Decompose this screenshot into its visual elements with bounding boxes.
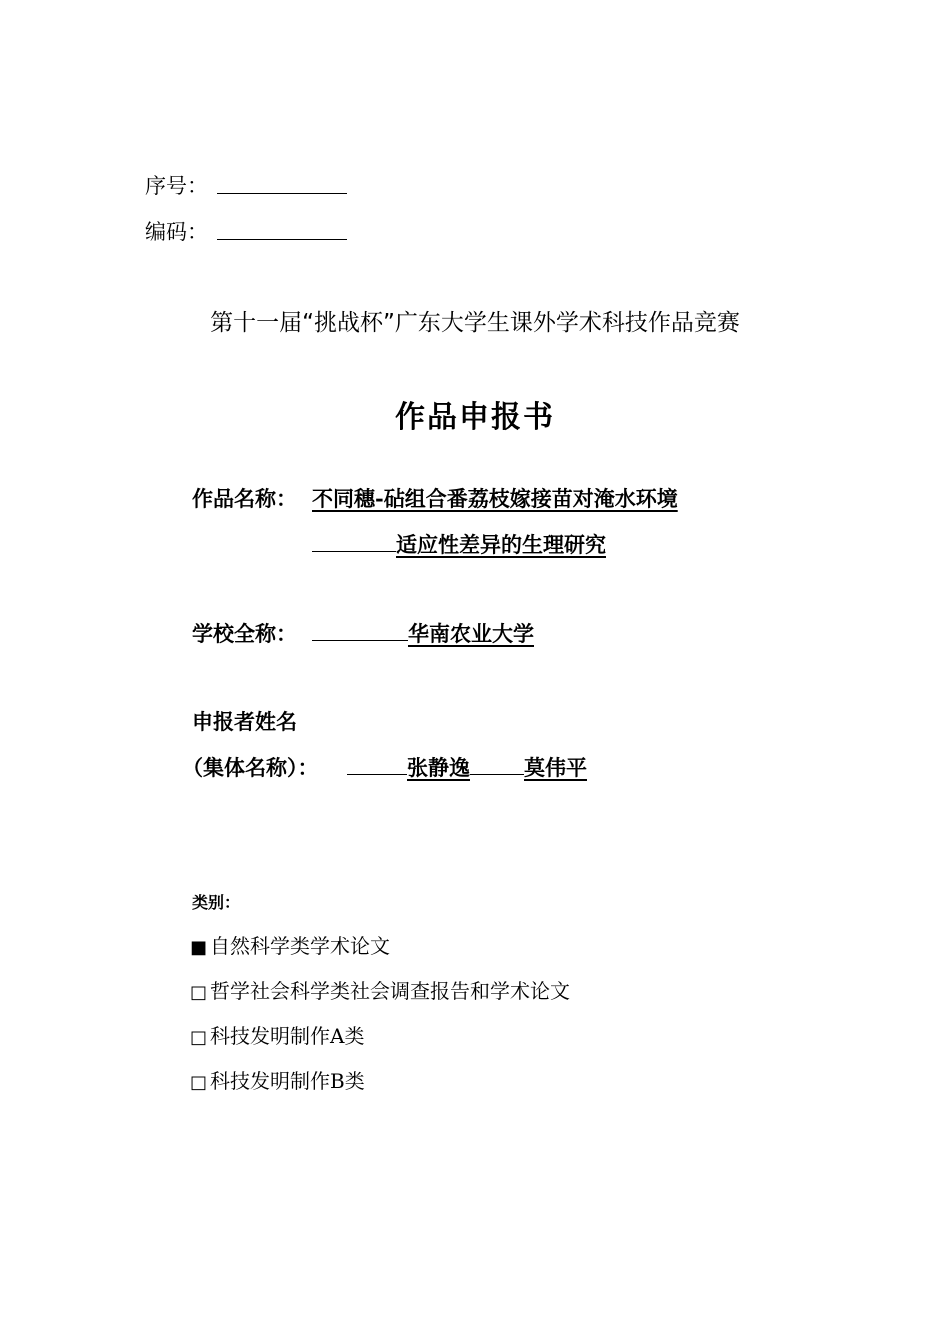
underline-padding (347, 753, 407, 775)
category-option-label: 科技发明制作B类 (210, 1069, 365, 1093)
work-name-line1: 不同穗-砧组合番荔枝嫁接苗对淹水环境 (312, 486, 678, 511)
underline-padding (312, 530, 396, 552)
serial-blank-line (217, 193, 347, 194)
unchecked-box-icon: □ (190, 1027, 208, 1048)
underline-padding (470, 753, 524, 775)
applicant-name-2: 莫伟平 (524, 755, 587, 780)
document-title: 作品申报书 (395, 400, 555, 435)
category-option-invention-a[interactable] (190, 1020, 364, 1049)
work-name-line2-row (312, 529, 606, 559)
code-label: 编码： (145, 220, 208, 244)
category-option-invention-b[interactable] (190, 1065, 365, 1094)
school-value-row (312, 618, 534, 648)
applicant-name-1: 张静逸 (407, 755, 470, 780)
contest-title: 第十一届“挑战杯”广东大学生课外学术科技作品竞赛 (210, 310, 740, 336)
unchecked-box-icon: □ (190, 1072, 208, 1093)
category-option-label: 自然科学类学术论文 (210, 934, 390, 958)
category-option-label: 哲学社会科学类社会调查报告和学术论文 (210, 979, 570, 1003)
category-option-label: 科技发明制作A类 (210, 1024, 365, 1048)
category-heading: 类别： (192, 893, 241, 912)
school-value: 华南农业大学 (408, 621, 534, 646)
category-option-social-science[interactable] (190, 975, 570, 1004)
work-name-label: 作品名称： (192, 486, 297, 511)
applicant-names-row (347, 752, 587, 782)
code-blank-line (217, 239, 347, 240)
work-name-line2: 适应性差异的生理研究 (396, 532, 606, 557)
applicant-label-line1: 申报者姓名 (192, 709, 297, 734)
category-option-natural-science[interactable] (190, 930, 390, 959)
checked-box-icon: ■ (190, 937, 208, 958)
applicant-label-line2: （集体名称）： (182, 755, 319, 780)
serial-label: 序号： (145, 174, 208, 198)
unchecked-box-icon: □ (190, 982, 208, 1003)
school-label: 学校全称： (192, 621, 297, 646)
underline-padding (312, 619, 408, 641)
